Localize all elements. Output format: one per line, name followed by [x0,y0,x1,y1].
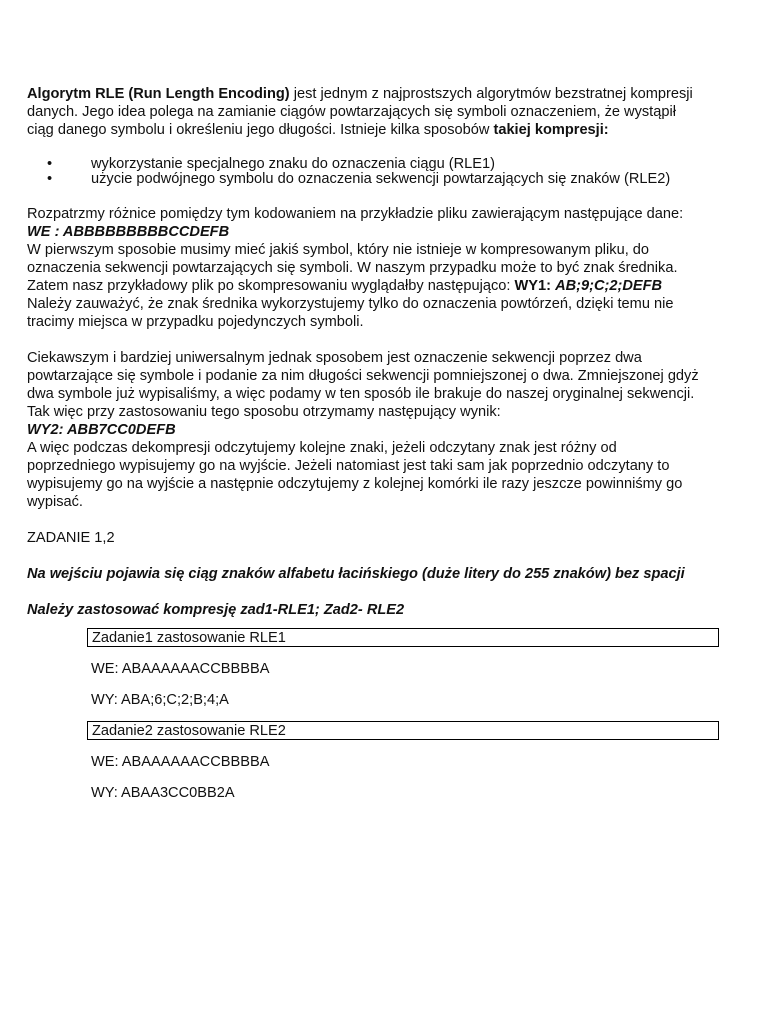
task-line2: Należy zastosować kompresję zad1-RLE1; Zad2- RLE2 [27,602,405,618]
zadanie1-wy: WY: ABA;6;C;2;B;4;A [91,692,229,708]
zadanie2-wy: WY: ABAA3CC0BB2A [91,785,235,801]
section2-line4: Tak więc przy zastosowaniu tego sposobu otrzymamy następujący wynik: [27,404,501,420]
section1-line6: Należy zauważyć, że znak średnika wykorzystujemy tylko do oznaczenia powtórzeń, dzięki temu nie [27,296,674,312]
bullet-icon: • [47,171,53,187]
zadanie2-box: Zadanie2 zastosowanie RLE2 [87,721,719,740]
wy1-value: AB;9;C;2;DEFB [555,278,663,294]
section2-line1: Ciekawszym i bardziej uniwersalnym jednak sposobem jest oznaczenie sekwencji poprzez dwa [27,350,642,366]
section2-line9: wypisać. [27,494,83,510]
intro-line3-bold: takiej kompresji: [493,122,609,138]
intro-paragraph [27,85,727,139]
section2-line2: powtarzające się symbole i podanie za nim długości sekwencji pomniejszonej o dwa. Zmniejszonej gdyż [27,368,699,384]
section1-line1: Rozpatrzmy różnice pomiędzy tym kodowaniem na przykładzie pliku zawierającym następujące dane: [27,206,684,222]
zadanie1-box: Zadanie1 zastosowanie RLE1 [87,628,719,647]
section2-line7: poprzedniego wypisujemy go na wyjście. Jeżeli natomiast jest taki sam jak poprzednio odczytany to [27,458,670,474]
wy1-label: WY1: [514,278,556,294]
section2-line6: A więc podczas dekompresji odczytujemy kolejne znaki, jeżeli odczytany znak jest różny od [27,440,617,456]
list-item-text: użycie podwójnego symbolu do oznaczenia sekwencji powtarzających się znaków (RLE2) [91,171,671,187]
section1-line3: W pierwszym sposobie musimy mieć jakiś symbol, który nie istnieje w kompresowanym pliku, do [27,242,650,258]
bullet-icon: • [47,156,53,172]
list-item-text: wykorzystanie specjalnego znaku do oznaczenia ciągu (RLE1) [91,156,495,172]
task-line1: Na wejściu pojawia się ciąg znaków alfabetu łacińskiego (duże litery do 255 znaków) bez spacji [27,566,685,582]
list-item [27,157,727,172]
section2-line3: dwa symbole już wypisaliśmy, a więc podamy w ten sposób ile brakuje do naszej oryginalnej sekwencji. [27,386,695,402]
we-example: WE : ABBBBBBBBBCCDEFB [27,224,230,240]
wy2-example: WY2: ABB7CC0DEFB [27,422,176,438]
section1-line7: tracimy miejsca w przypadku pojedynczych symboli. [27,314,364,330]
document-content [27,85,727,802]
task-heading: ZADANIE 1,2 [27,530,115,546]
section1-line4: oznaczenia sekwencji powtarzających się symboli. W naszym przypadku może to być znak średnika. [27,260,678,276]
intro-line1-rest: jest jednym z najprostszych algorytmów bezstratnej kompresji [289,86,693,102]
section1-paragraph [27,205,727,331]
intro-title: Algorytm RLE (Run Length Encoding) [27,86,290,102]
zadanie1-we: WE: ABAAAAAACCBBBBA [91,661,270,677]
section2-paragraph [27,349,727,511]
bullet-list [27,157,727,187]
zadanie2-we: WE: ABAAAAAACCBBBBA [91,754,270,770]
section2-line8: wypisujemy go na wyjście a następnie odczytujemy z kolejnej komórki ile razy jeszcze powinniśmy go [27,476,683,492]
intro-line3: ciąg danego symbolu i określeniu jego długości. Istnieje kilka sposobów [27,122,494,138]
list-item [27,172,727,187]
intro-line2: danych. Jego idea polega na zamianie ciągów powtarzających się symboli oznaczeniem, że wystąpił [27,104,676,120]
section1-line5: Zatem nasz przykładowy plik po skompresowaniu wyglądałby następująco: [27,278,515,294]
